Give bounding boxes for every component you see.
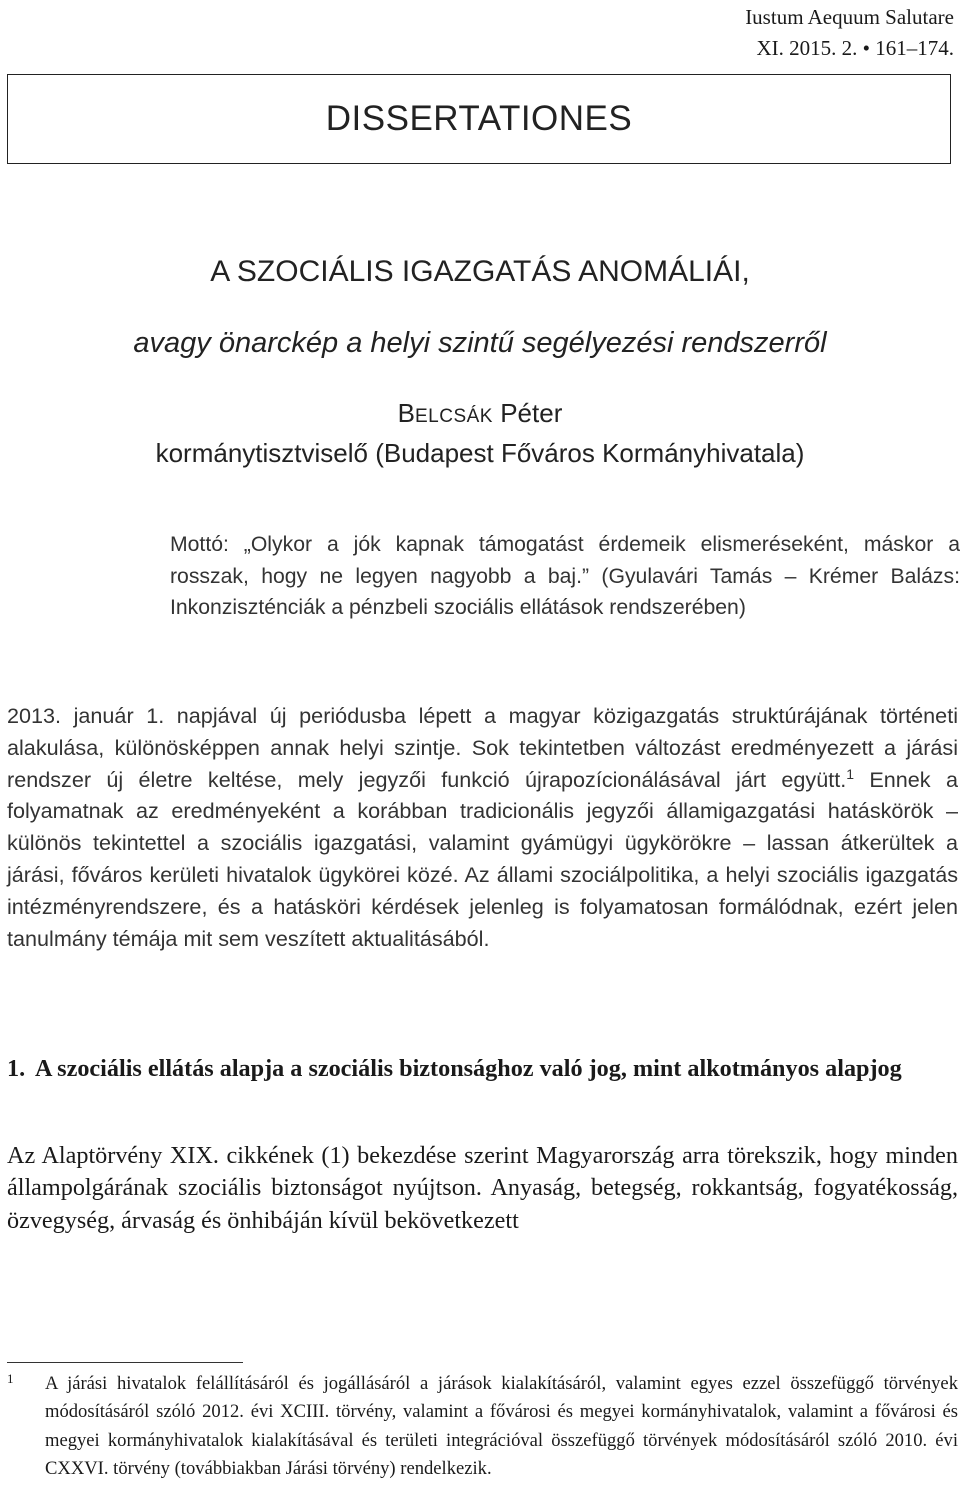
article-title: A SZOCIÁLIS IGAZGATÁS ANOMÁLIÁI, <box>210 255 750 288</box>
journal-header <box>745 2 954 64</box>
footnote-divider <box>7 1362 243 1363</box>
author-name <box>0 395 960 435</box>
author-given-name: Péter <box>500 398 563 428</box>
intro-paragraph <box>7 700 958 954</box>
article-subtitle: avagy önarckép a helyi szintű segélyezési rendszerről <box>133 327 827 359</box>
section-heading-1 <box>7 1052 958 1085</box>
author-surname-rest: ELCSÁK <box>414 406 493 427</box>
journal-name: Iustum Aequum Salutare <box>745 5 954 29</box>
section-banner <box>7 74 951 164</box>
author-block <box>0 395 960 471</box>
author-affiliation: kormánytisztviselő (Budapest Főváros Kormányhivatala) <box>155 438 805 468</box>
section-title: DISSERTATIONES <box>325 99 633 138</box>
intro-text-part2: Ennek a folyamatnak az eredményeként a korábban tradicionális jegyzői államigazgatási hatáskörök – különös tekintettel a szociális igazgatási, valamint gyámügyi ügykörökre – lassan átkerültek a járási, főváros kerületi hivatalok ügykörei közé. Az állami szociálpolitika, a helyi szociális igazgatás intézményrendszere, és a hatásköri kérdések jelenleg is folyamatosan formálódnak, ezért jelen tanulmány témája mit sem veszített aktualitásából. <box>7 766 958 951</box>
journal-issue: XI. 2015. 2. • 161–174. <box>756 36 954 60</box>
motto-quote: Mottó: „Olykor a jók kapnak támogatást érdemeik elismeréseként, máskor a rosszak, hogy ne legyen nagyobb a baj.” (Gyulavári Tamás – Krémer Balázs: Inkonziszténciák a pénzbeli szociális ellátások rendszerében) <box>170 533 960 619</box>
heading-text: A szociális ellátás alapja a szociális biztonsághoz való jog, mint alkotmányos alapjog <box>35 1055 902 1082</box>
paragraph-alaptorveny: Az Alaptörvény XIX. cikkének (1) bekezdése szerint Magyarország arra törekszik, hogy minden állampolgárának szociális biztonságot nyújtson. Anyaság, betegség, rokkantság, fogyatékosság, özvegység, árvaság és önhibáján kívül bekövetkezett <box>7 1142 958 1234</box>
footnote-mark: 1 <box>7 1371 14 1386</box>
footnote-text: A járási hivatalok felállításáról és jogállásáról a járások kialakításáról, valamint egyes ezzel összefüggő törvények módosításáról szóló 2012. évi XCIII. törvény, valamint a fővárosi és megyei kormányhivatalok, valamint a fővárosi és megyei kormányhivatalok kialakításával és területi integrációval összefüggő törvények módosításáról szóló 2010. évi CXXVI. törvény (továbbiakban Járási törvény) rendelkezik. <box>45 1373 958 1480</box>
author-surname-initial: B <box>397 398 415 428</box>
footnote-1 <box>7 1370 958 1484</box>
intro-text-part1: 2013. január 1. napjával új periódusba lépett a magyar közigazgatás struktúrájának történeti alakulása, különösképpen annak helyi szintje. Sok tekintetben változást eredményezett a járási rendszer új életre keltése, mely jegyzői funkció újrapozícionálásával járt együtt. <box>7 703 958 792</box>
heading-number: 1. <box>7 1055 26 1082</box>
footnote-reference[interactable]: 1 <box>846 765 855 782</box>
